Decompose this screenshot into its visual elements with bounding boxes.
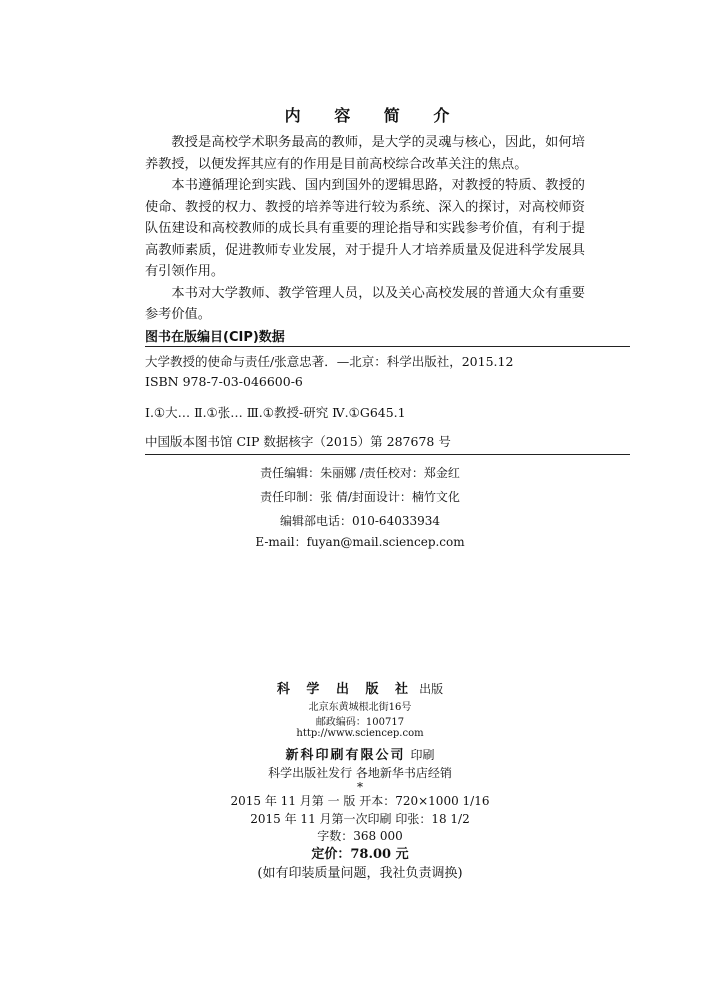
cip-record-line: 中国版本图书馆 CIP 数据核字（2015）第 287678 号 — [145, 434, 451, 449]
wordcount-line: 字数：368 000 — [317, 829, 403, 843]
impression-line: 2015 年 11 月第一次印刷 印张：18 1/2 — [250, 812, 470, 826]
cip-title-line: 大学教授的使命与责任/张意忠著．—北京：科学出版社，2015.12 — [145, 354, 514, 369]
credits-phone: 编辑部电话：010-64033934 — [279, 514, 441, 528]
cip-heading: 图书在版编目(CIP)数据 — [145, 330, 285, 345]
cip-top-rule — [145, 346, 630, 347]
publisher-suffix: 出版 — [419, 682, 444, 696]
credits-printing: 责任印制：张 倩/封面设计：楠竹文化 — [260, 490, 460, 504]
summary-paragraph-2: 本书遵循理论到实践、国内到国外的逻辑思路，对教授的特质、教授的使命、教授的权力、教授的培养等进行较为系统、深入的探讨，对高校师资队伍建设和高校教师的成长具有重要的理论指导和实践参考价值，有利于提高教师素质，促进教师专业发展，对于提升人才培养质量及促进科学发展具有引领作用。 — [145, 178, 585, 279]
credits-editor: 责任编辑：朱丽娜 /责任校对：郑金红 — [260, 466, 460, 480]
price-line: 定价：78.00 元 — [311, 847, 409, 862]
credits-email: E-mail：fuyan@mail.sciencep.com — [255, 535, 465, 549]
printer-suffix: 印刷 — [410, 748, 435, 762]
summary-title: 内 容 简 介 — [284, 106, 464, 125]
printer-line — [0, 744, 720, 763]
printer-name: 新科印刷有限公司 — [285, 748, 406, 763]
cip-isbn-line: ISBN 978-7-03-046600-6 — [145, 374, 303, 389]
publisher-postcode: 邮政编码：100717 — [315, 717, 405, 728]
distribution-line: 科学出版社发行 各地新华书店经销 — [268, 766, 452, 780]
publisher-line — [0, 678, 720, 697]
summary-body — [145, 132, 585, 326]
edition-line: 2015 年 11 月第 一 版 开本：720×1000 1/16 — [230, 794, 490, 808]
summary-paragraph-1: 教授是高校学术职务最高的教师，是大学的灵魂与核心，因此，如何培养教授，以便发挥其应有的作用是目前高校综合改革关注的焦点。 — [145, 135, 585, 172]
summary-paragraph-3: 本书对大学教师、教学管理人员，以及关心高校发展的普通大众有重要参考价值。 — [145, 285, 585, 322]
separator-star: * — [357, 780, 363, 794]
cip-bottom-rule — [145, 454, 630, 455]
publisher-name: 科 学 出 版 社 — [276, 682, 414, 697]
quality-note: (如有印装质量问题，我社负责调换) — [257, 866, 463, 881]
cip-classification-line: Ⅰ.①大… Ⅱ.①张… Ⅲ.①教授-研究 Ⅳ.①G645.1 — [145, 405, 406, 420]
publisher-url: http://www.sciencep.com — [296, 728, 424, 739]
publisher-address: 北京东黄城根北街16号 — [308, 702, 412, 713]
